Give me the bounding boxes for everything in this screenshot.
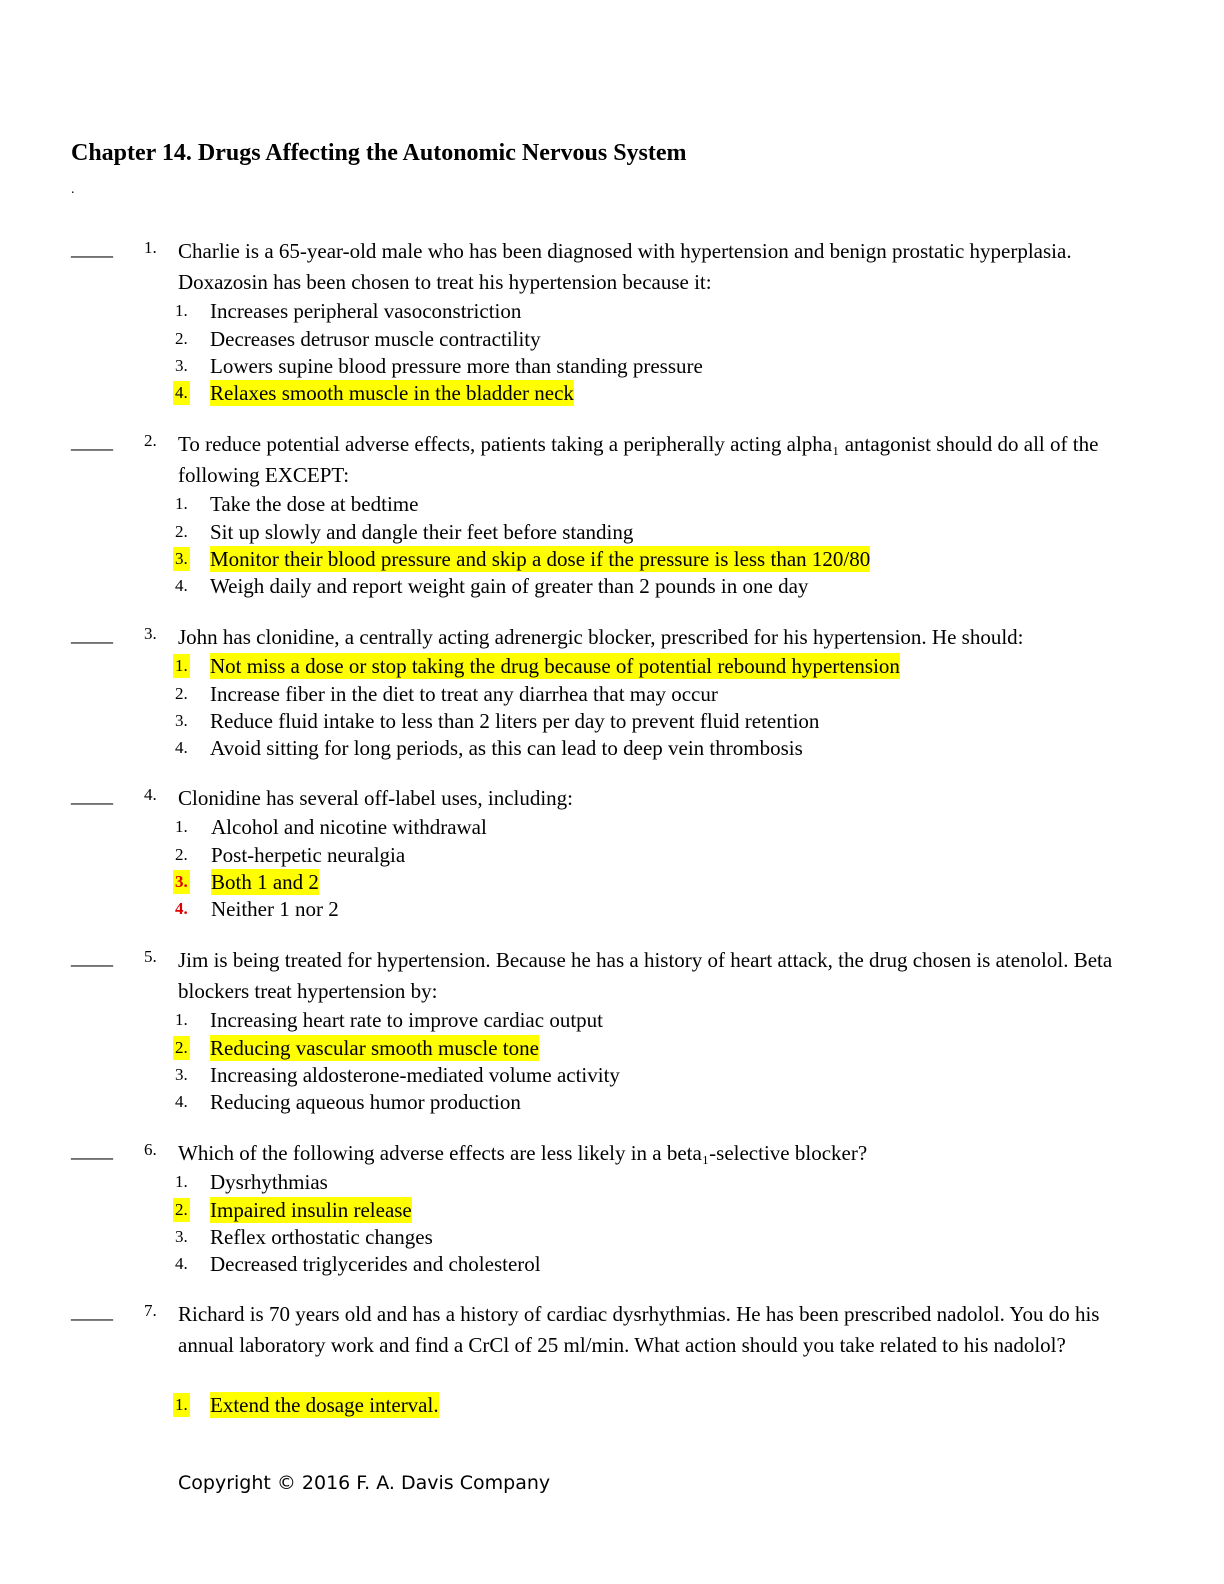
question-number: 4. — [144, 785, 157, 804]
question-number: 6. — [144, 1140, 157, 1159]
option-number: 1. — [175, 1172, 188, 1191]
option-number: 1. — [173, 1393, 190, 1417]
option-number: 4. — [173, 381, 190, 405]
option-number: 4. — [175, 899, 188, 918]
question-stem: Jim is being treated for hypertension. Because he has a history of heart attack, the drug chosen is atenolol. Beta blockers treat hypertension by: — [178, 948, 1113, 1003]
option-number: 3. — [173, 547, 190, 571]
question-stem: John has clonidine, a centrally acting adrenergic blocker, prescribed for his hypertension. He should: — [178, 625, 1024, 649]
option-text: Reflex orthostatic changes — [210, 1225, 433, 1249]
option-number: 2. — [175, 684, 188, 703]
option-text: Increase fiber in the diet to treat any diarrhea that may occur — [210, 682, 718, 706]
option-text: Dysrhythmias — [210, 1170, 328, 1194]
question-number: 2. — [144, 431, 157, 450]
option-text: Sit up slowly and dangle their feet before standing — [210, 520, 634, 544]
option-number: 4. — [175, 738, 188, 757]
option-number: 3. — [175, 1065, 188, 1084]
option-number: 4. — [175, 1092, 188, 1111]
answer-blank: ____ — [71, 945, 113, 969]
option-text: Increasing aldosterone-mediated volume activity — [210, 1063, 620, 1087]
stray-dot: . — [71, 182, 75, 197]
option-text: Weigh daily and report weight gain of greater than 2 pounds in one day — [210, 574, 809, 598]
question-stem: Richard is 70 years old and has a history of cardiac dysrhythmias. He has been prescribed nadolol. You do his annual laboratory work and find a CrCl of 25 ml/min. What action should you take related to his nadolol? — [178, 1302, 1100, 1357]
option-text: Reduce fluid intake to less than 2 liters per day to prevent fluid retention — [210, 709, 820, 733]
option-text: Decreases detrusor muscle contractility — [210, 327, 541, 351]
question-number: 1. — [144, 238, 157, 257]
option-number: 2. — [175, 329, 188, 348]
option-text: Reducing aqueous humor production — [210, 1090, 521, 1114]
option-number: 3. — [175, 711, 188, 730]
option-text: Alcohol and nicotine withdrawal — [211, 815, 487, 839]
question-stem: To reduce potential adverse effects, patients taking a peripherally acting alpha₁ antagonist should do all of the following EXCEPT: — [178, 432, 1099, 487]
question-number: 3. — [144, 624, 157, 643]
page-title: Chapter 14. Drugs Affecting the Autonomic Nervous System — [71, 140, 687, 166]
answer-blank: ____ — [71, 622, 113, 646]
option-number: 2. — [175, 845, 188, 864]
option-text: Avoid sitting for long periods, as this can lead to deep vein thrombosis — [210, 736, 803, 760]
option-text: Increasing heart rate to improve cardiac output — [210, 1008, 603, 1032]
option-text: Neither 1 nor 2 — [211, 897, 339, 921]
question-number: 7. — [144, 1301, 157, 1320]
option-number: 4. — [175, 1254, 188, 1273]
option-number: 1. — [175, 817, 188, 836]
option-text: Increases peripheral vasoconstriction — [210, 299, 522, 323]
option-text: Take the dose at bedtime — [210, 492, 419, 516]
option-number: 3. — [173, 870, 190, 894]
answer-blank: ____ — [71, 1299, 113, 1323]
option-number: 1. — [173, 654, 190, 678]
answer-blank: ____ — [71, 236, 113, 260]
option-text: Post-herpetic neuralgia — [211, 843, 406, 867]
option-text: Both 1 and 2 — [211, 870, 319, 894]
answer-blank: ____ — [71, 1138, 113, 1162]
option-text: Relaxes smooth muscle in the bladder neck — [210, 381, 574, 405]
question-stem: Charlie is a 65-year-old male who has been diagnosed with hypertension and benign prostatic hyperplasia. Doxazosin has been chosen to treat his hypertension because it: — [178, 239, 1072, 294]
option-text: Reducing vascular smooth muscle tone — [210, 1036, 539, 1060]
option-number: 1. — [175, 1010, 188, 1029]
question-stem: Which of the following adverse effects are less likely in a beta₁-selective blocker? — [178, 1141, 868, 1165]
option-text: Lowers supine blood pressure more than standing pressure — [210, 354, 703, 378]
answer-blank: ____ — [71, 429, 113, 453]
option-text: Impaired insulin release — [210, 1198, 412, 1222]
question-number: 5. — [144, 947, 157, 966]
option-number: 1. — [175, 301, 188, 320]
option-number: 2. — [173, 1198, 190, 1222]
question-stem: Clonidine has several off-label uses, including: — [178, 786, 574, 810]
option-text: Decreased triglycerides and cholesterol — [210, 1252, 541, 1276]
option-number: 2. — [173, 1036, 190, 1060]
option-number: 3. — [175, 356, 188, 375]
option-number: 3. — [175, 1227, 188, 1246]
copyright-footer: Copyright © 2016 F. A. Davis Company — [178, 1472, 551, 1494]
option-text: Not miss a dose or stop taking the drug because of potential rebound hypertension — [210, 654, 900, 678]
option-text: Monitor their blood pressure and skip a dose if the pressure is less than 120/80 — [210, 547, 871, 571]
answer-blank: ____ — [71, 783, 113, 807]
option-number: 2. — [175, 522, 188, 541]
option-number: 1. — [175, 494, 188, 513]
option-number: 4. — [175, 576, 188, 595]
option-text: Extend the dosage interval. — [210, 1393, 439, 1417]
